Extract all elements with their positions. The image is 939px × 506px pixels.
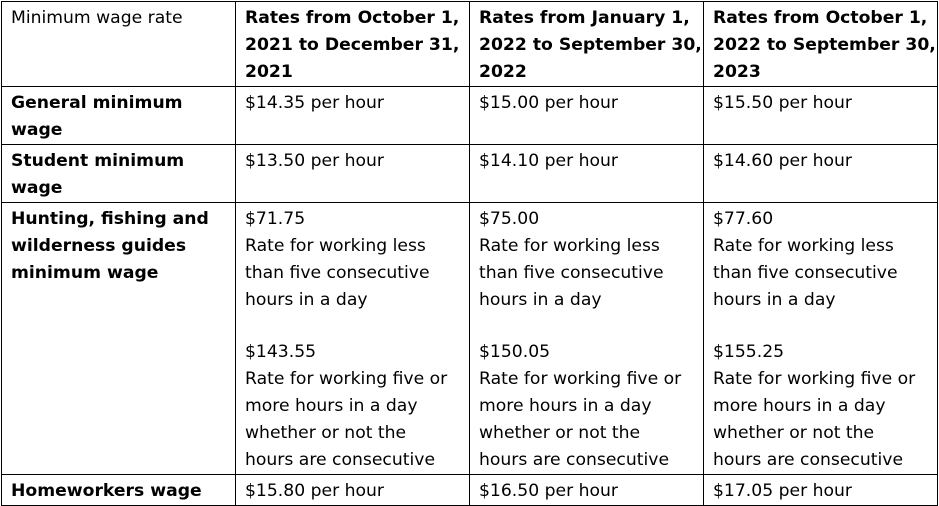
spacer	[245, 314, 463, 339]
guides-label-line-1: Hunting, fishing and	[11, 209, 209, 229]
header-period-3-line-2: 2022 to September 30,	[713, 35, 936, 55]
header-period-3-line-1: Rates from October 1,	[713, 8, 928, 28]
student-value-1: $13.50 per hour	[236, 145, 470, 203]
table-row-student	[2, 145, 938, 203]
general-label-line-1: General minimum	[11, 93, 183, 113]
guides-over5-desc-line-2: more hours in a day	[479, 396, 652, 416]
minimum-wage-table	[1, 1, 938, 506]
guides-under5-desc-line-1: Rate for working less	[479, 236, 660, 256]
guides-label-line-3: minimum wage	[11, 263, 159, 283]
general-value-1: $14.35 per hour	[236, 87, 470, 145]
guides-under5-desc-line-3: hours in a day	[245, 290, 368, 310]
guides-over5-value-2: $150.05	[479, 342, 551, 362]
guides-cell-1	[236, 203, 470, 475]
header-cell-period-2	[470, 2, 704, 87]
student-label-line-1: Student minimum	[11, 151, 185, 171]
student-label-line-2: wage	[11, 178, 63, 198]
header-period-3-line-3: 2023	[713, 62, 761, 82]
guides-over5-desc-line-3: whether or not the	[479, 423, 641, 443]
guides-under5-value-3: $77.60	[713, 209, 774, 229]
guides-under5-desc-line-2: than five consecutive	[479, 263, 664, 283]
student-value-3: $14.60 per hour	[704, 145, 938, 203]
guides-over5-desc-line-4: hours are consecutive	[713, 450, 904, 470]
guides-label-line-2: wilderness guides	[11, 236, 187, 256]
homeworkers-value-2: $16.50 per hour	[470, 475, 704, 506]
student-value-2: $14.10 per hour	[470, 145, 704, 203]
homeworkers-value-1: $15.80 per hour	[236, 475, 470, 506]
guides-under5-desc-line-2: than five consecutive	[245, 263, 430, 283]
guides-under5-value-1: $71.75	[245, 209, 306, 229]
header-period-2-line-3: 2022	[479, 62, 527, 82]
guides-over5-desc-line-2: more hours in a day	[245, 396, 418, 416]
header-period-1-line-3: 2021	[245, 62, 293, 82]
homeworkers-value-3: $17.05 per hour	[704, 475, 938, 506]
row-label-guides	[2, 203, 236, 475]
header-row	[2, 2, 938, 87]
guides-cell-3	[704, 203, 938, 475]
header-cell-period-1	[236, 2, 470, 87]
guides-under5-desc-line-1: Rate for working less	[245, 236, 426, 256]
header-period-1-line-2: 2021 to December 31,	[245, 35, 460, 55]
table-row-homeworkers	[2, 475, 938, 506]
guides-over5-desc-line-3: whether or not the	[245, 423, 407, 443]
table-row-guides	[2, 203, 938, 475]
guides-under5-desc-line-1: Rate for working less	[713, 236, 894, 256]
guides-over5-desc-line-4: hours are consecutive	[245, 450, 436, 470]
guides-under5-desc-line-3: hours in a day	[713, 290, 836, 310]
header-cell-period-3	[704, 2, 938, 87]
guides-over5-desc-line-1: Rate for working five or	[713, 369, 916, 389]
header-period-2-line-2: 2022 to September 30,	[479, 35, 702, 55]
guides-under5-desc-line-2: than five consecutive	[713, 263, 898, 283]
guides-over5-value-3: $155.25	[713, 342, 785, 362]
row-label-homeworkers: Homeworkers wage	[2, 475, 236, 506]
guides-over5-desc-line-1: Rate for working five or	[245, 369, 448, 389]
spacer	[713, 314, 931, 339]
guides-under5-value-2: $75.00	[479, 209, 540, 229]
spacer	[479, 314, 697, 339]
header-cell-rate	[2, 2, 236, 87]
row-label-general	[2, 87, 236, 145]
table-row-general	[2, 87, 938, 145]
guides-over5-desc-line-1: Rate for working five or	[479, 369, 682, 389]
header-period-1-line-1: Rates from October 1,	[245, 8, 460, 28]
guides-under5-desc-line-3: hours in a day	[479, 290, 602, 310]
general-value-2: $15.00 per hour	[470, 87, 704, 145]
guides-over5-desc-line-3: whether or not the	[713, 423, 875, 443]
header-period-2-line-1: Rates from January 1,	[479, 8, 690, 28]
guides-cell-2	[470, 203, 704, 475]
header-label: Minimum wage rate	[11, 8, 183, 28]
guides-over5-desc-line-4: hours are consecutive	[479, 450, 670, 470]
guides-over5-desc-line-2: more hours in a day	[713, 396, 886, 416]
general-label-line-2: wage	[11, 120, 63, 140]
row-label-student	[2, 145, 236, 203]
general-value-3: $15.50 per hour	[704, 87, 938, 145]
guides-over5-value-1: $143.55	[245, 342, 317, 362]
